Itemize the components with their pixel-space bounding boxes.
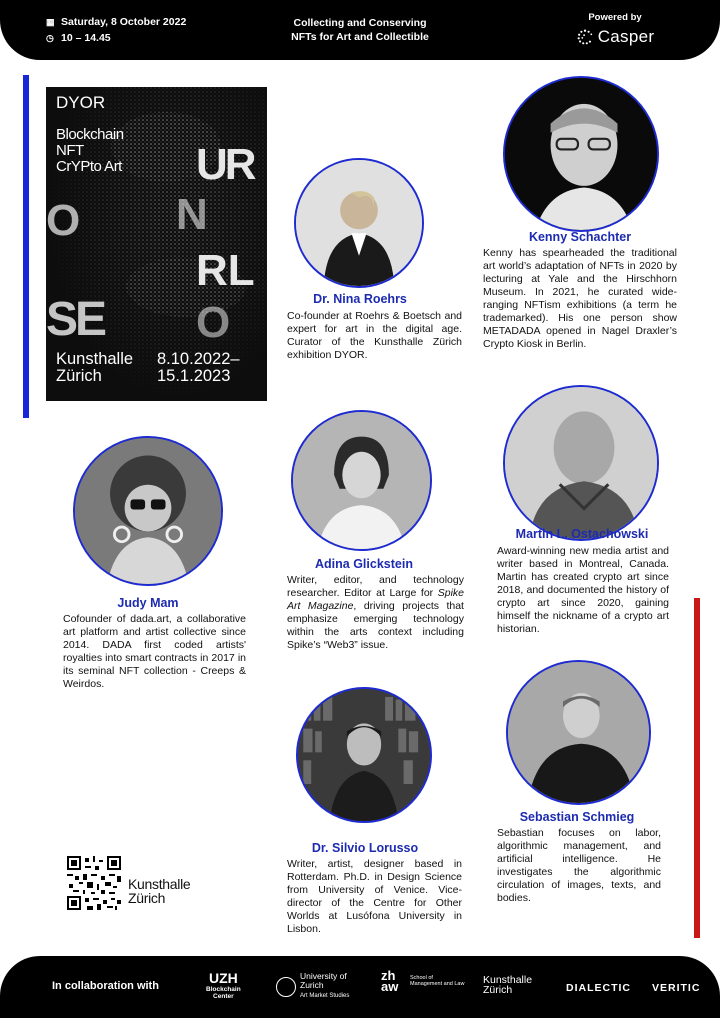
kh-footer-line1: Kunsthalle <box>483 974 533 986</box>
sponsor-name: Casper <box>597 27 655 46</box>
zhaw-main: zh aw <box>381 968 399 994</box>
poster-subtitle-line3: CrYPto Art <box>56 158 122 175</box>
poster-venue-line1: Kunsthalle <box>56 350 134 368</box>
photo-adina-glickstein <box>291 410 432 551</box>
red-accent-bar <box>694 598 700 938</box>
uzh-main: UZH <box>208 970 238 986</box>
bio-text: , driving projects that emphasize emerging technology within the arts context including Spike’s “Web3” issue. <box>287 600 464 651</box>
veritic-logo: VERITIC <box>652 982 701 994</box>
speaker-bio: Kenny has spearheaded the traditional art world’s adaptation of NFTs in 2020 by lecturing at Yale and the Hirschhorn Museum. In 2021, he curated wide-ranging NFTism exhibitions (a term he trademarked). His one person show METADADA opened in Nagel Draxler’s Crypto Kiosk in Berlin. <box>483 247 677 350</box>
header-bar <box>0 0 720 60</box>
svg-text:N: N <box>176 190 208 239</box>
svg-text:RL: RL <box>196 246 255 295</box>
zhaw-sub1: School of <box>410 975 433 981</box>
photo-silvio-lorusso <box>296 687 432 823</box>
poster-dates-line2: 15.1.2023 <box>157 367 231 385</box>
speaker-bio: Writer, artist, designer based in Rotterdam. Ph.D. in Design Science from University of Venice. Vice-director of the Centre for Other Worlds at Lusófona University in Lisbon. <box>287 858 462 935</box>
poster-subtitle-line2: NFT <box>56 142 84 159</box>
uzh-sub1: Blockchain <box>206 986 241 993</box>
speaker-name: Martin L. Ostachowski <box>515 527 649 541</box>
casper-mark-icon <box>576 28 594 46</box>
kunsthalle-footer-logo <box>483 975 532 995</box>
calendar-icon: ▦ <box>46 16 55 27</box>
clock-icon: ◷ <box>46 32 54 43</box>
photo-martin-ostachowski <box>503 385 659 541</box>
speaker-name: Kenny Schachter <box>528 230 632 244</box>
collaboration-label: In collaboration with <box>52 980 159 992</box>
speaker-bio: Sebastian focuses on labor, algorithmic management, and artificial intelligence. He investigates the algorithmic circulation of images, texts, and bodies. <box>497 827 661 904</box>
event-datetime <box>46 14 186 46</box>
poster-venue <box>56 351 133 385</box>
event-title-line1: Collecting and Conserving <box>293 17 427 29</box>
event-date: Saturday, 8 October 2022 <box>61 16 187 28</box>
speaker-name: Dr. Silvio Lorusso <box>311 841 419 855</box>
poster-dates-line1: 8.10.2022– <box>157 350 240 368</box>
poster-venue-line2: Zürich <box>56 367 102 385</box>
svg-text:O: O <box>196 298 231 347</box>
bio-magazine-title: Spike Art Magazine <box>287 587 464 612</box>
svg-text:SE: SE <box>46 293 105 346</box>
bio-text: Writer, editor, and technology researcher. Editor at Large for <box>287 574 464 599</box>
kunsthalle-line1: Kunsthalle <box>128 876 191 892</box>
photo-sebastian-schmieg <box>506 660 651 805</box>
speaker-bio: Award-winning new media artist and writer based in Montreal, Canada. Martin has created crypto art since 2018, and documented the history of crypto art since 2020, gaining himself the nickname of a crypto art historian. <box>497 545 669 635</box>
event-title <box>220 16 500 44</box>
speaker-bio: Co-founder at Roehrs & Boetsch and expert for art in the digital age. Curator of the Kunsthalle Zürich exhibition DYOR. <box>287 310 462 361</box>
photo-kenny-schachter <box>503 76 659 232</box>
speaker-bio: Cofounder of dada.art, a collaborative art platform and artist collective since 2014. DADA first coded artists' royalties into smart contracts in 2017 in its seminal NFT collection - Creeps & Weirdos. <box>63 613 246 690</box>
uz-line1: University of <box>300 971 347 981</box>
photo-judy-mam <box>73 436 223 586</box>
university-of-zurich-logo <box>276 972 349 1001</box>
zhaw-logo <box>381 970 464 992</box>
uzh-sub2: Center <box>213 993 234 1000</box>
kunsthalle-logo <box>128 877 190 905</box>
event-time: 10 – 14.45 <box>61 32 111 44</box>
qr-code[interactable] <box>67 856 121 910</box>
speaker-name: Sebastian Schmieg <box>519 810 635 824</box>
footer-bar <box>0 956 720 1018</box>
poster-subtitle-line1: Blockchain <box>56 126 124 143</box>
svg-text:O: O <box>46 196 81 245</box>
zhaw-sub2: Management and Law <box>410 981 465 987</box>
uz-sub: Art Market Studies <box>300 993 350 999</box>
uzh-blockchain-center-logo <box>206 970 241 1000</box>
sponsor-block <box>540 12 690 47</box>
casper-logo <box>540 27 690 47</box>
speaker-name: Dr. Nina Roehrs <box>313 292 407 306</box>
exhibition-poster <box>46 87 267 401</box>
kunsthalle-line2: Zürich <box>128 890 166 906</box>
speaker-name: Adina Glickstein <box>315 557 413 571</box>
uz-line2: Zurich <box>300 980 324 990</box>
kh-footer-line2: Zürich <box>483 984 513 996</box>
speaker-bio <box>287 574 464 652</box>
event-title-line2: NFTs for Art and Collectible <box>291 31 429 43</box>
photo-nina-roehrs <box>294 158 424 288</box>
speaker-name: Judy Mam <box>117 596 179 610</box>
svg-text:UR: UR <box>196 140 254 189</box>
dialectic-logo: DIALECTIC <box>566 982 631 994</box>
poster-dates <box>157 351 240 385</box>
university-seal-icon <box>276 977 296 997</box>
poster-title: DYOR <box>56 93 106 112</box>
powered-by-label: Powered by <box>588 12 642 23</box>
blue-accent-bar <box>23 75 29 418</box>
